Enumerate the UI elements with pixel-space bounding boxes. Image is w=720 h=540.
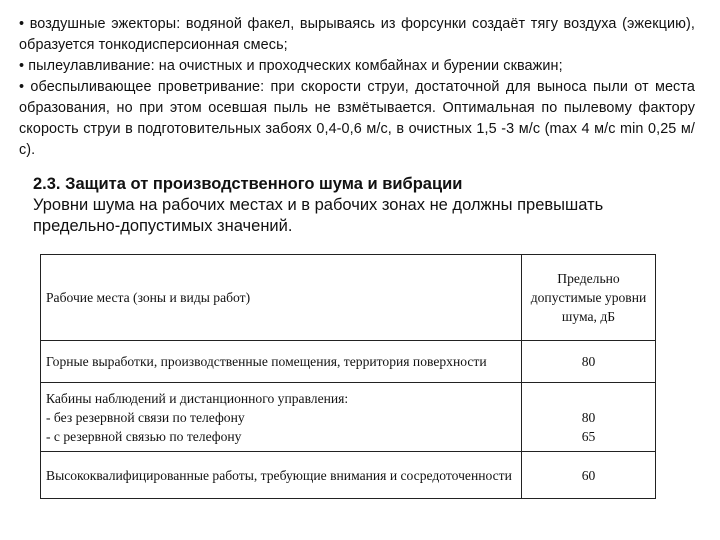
section-heading: 2.3. Защита от производственного шума и вибрации <box>33 175 463 193</box>
table-row <box>41 383 656 452</box>
row-workplace-cell <box>41 341 522 383</box>
row-limit-cell <box>522 341 656 383</box>
row-workplace-text: Горные выработки, производственные помещения, территория поверхности <box>46 354 487 369</box>
section-block <box>33 174 693 237</box>
section-subtext: Уровни шума на рабочих местах и в рабочих зонах не должны превышать предельно-допустимых значений. <box>33 196 604 235</box>
header-limits: Предельно допустимые уровни шума, дБ <box>522 255 656 341</box>
row-limit-cell <box>522 383 656 452</box>
row-limit-value: 60 <box>581 467 596 483</box>
row-workplace-text: - без резервной связи по телефону <box>46 409 245 425</box>
row-limit-value: 80 <box>581 354 596 369</box>
row-workplace-text: Кабины наблюдений и дистанционного управления: <box>46 390 349 406</box>
row-workplace-text: - с резервной связью по телефону <box>46 428 242 444</box>
header-workplaces: Рабочие места (зоны и виды работ) <box>41 255 522 341</box>
intro-paragraph: • воздушные эжекторы: водяной факел, вырываясь из форсунки создаёт тягу воздуха (эжекцию), образуется тонкодисперсионная смесь; <box>19 16 695 53</box>
row-workplace-cell <box>41 452 522 499</box>
row-workplace-text: Высококвалифицированные работы, требующие внимания и сосредоточенности <box>46 467 512 483</box>
table-row <box>41 452 656 499</box>
noise-limits-table <box>40 254 656 499</box>
table-row <box>41 341 656 383</box>
row-limit-value: 80 <box>581 409 596 425</box>
intro-paragraph: • обеспыливающее проветривание: при скорости струи, достаточной для выноса пыли от места образования, но при этом осевшая пыль не взмётывается. Оптимальная по пылевому фактору скорость струи в подготовительных забоях 0,4-0,6 м/с, в очистных 1,5 -3 м/с (max 4 м/с min 0,25 м/с). <box>19 79 695 158</box>
table-header-row <box>41 255 656 341</box>
intro-text-block <box>19 14 695 161</box>
intro-paragraph: • пылеулавливание: на очистных и проходческих комбайнах и бурении скважин; <box>19 58 563 74</box>
row-workplace-cell <box>41 383 522 452</box>
row-limit-value: 65 <box>581 428 596 444</box>
row-limit-cell <box>522 452 656 499</box>
